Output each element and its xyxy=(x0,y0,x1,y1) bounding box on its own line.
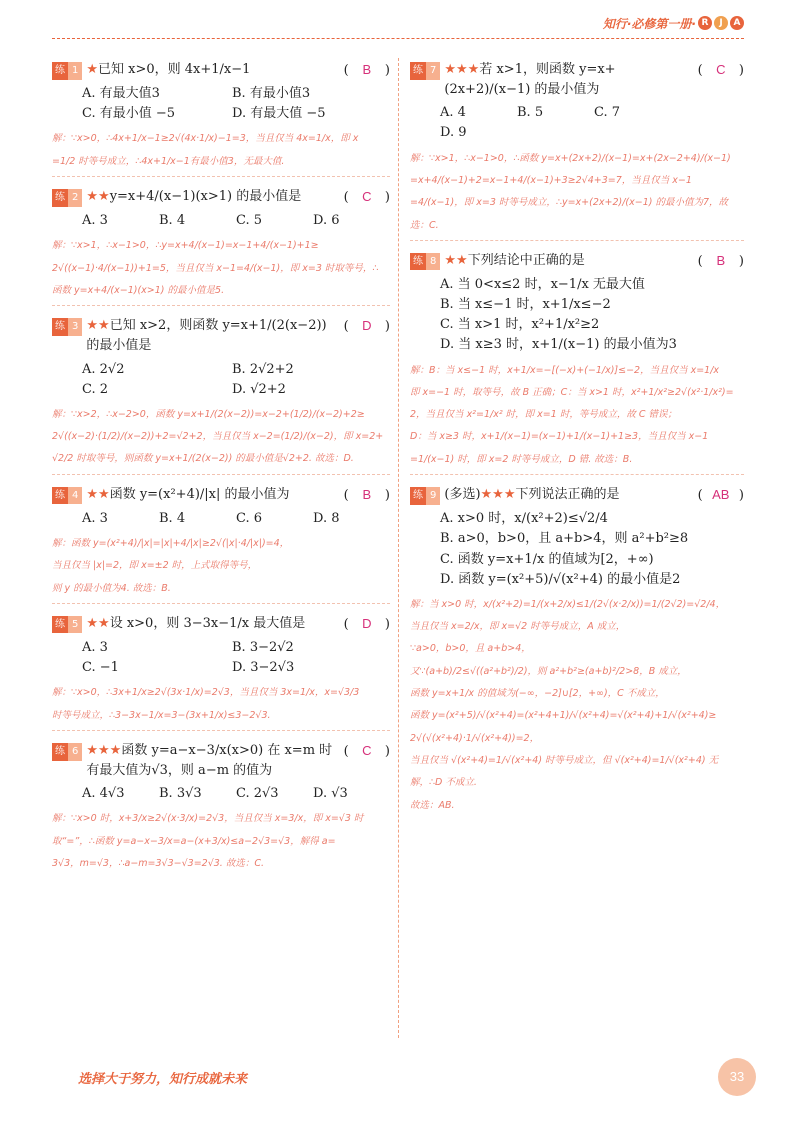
question-body: 已知 x>2，则函数 y=x+1/(2(x−2)) 的最小值是 xyxy=(86,318,327,354)
question-body: 下列说法正确的是 xyxy=(515,487,620,503)
answer-value: C xyxy=(716,62,726,77)
badge-a: A xyxy=(730,16,744,30)
tag-label: 练 xyxy=(52,487,68,505)
exercise-7 xyxy=(410,60,744,241)
option: A. 3 xyxy=(82,510,108,526)
answer-value: C xyxy=(362,189,372,205)
solution-line: 解：∵x>1，∴x−1>0，∴y=x+4/(x−1)=x−1+4/(x−1)+1≥ xyxy=(52,240,319,252)
option: A. 有最大值3 xyxy=(82,86,160,102)
answer-bracket: ( C ) xyxy=(344,187,390,208)
exercise-2 xyxy=(52,187,390,306)
answer-bracket: ( B ) xyxy=(344,485,390,506)
solution-line: 2，当且仅当 x²=1/x² 时，即 x=1 时，等号成立，故 C 错误； xyxy=(410,409,677,421)
solution-line: 2√(√(x²+4)·1/√(x²+4))=2， xyxy=(410,732,540,744)
solution xyxy=(410,148,744,241)
tag-label: 练 xyxy=(52,189,68,207)
solution xyxy=(410,594,744,820)
question-row xyxy=(52,741,390,781)
solution xyxy=(52,404,390,475)
footer-motto: 选择大于努力，知行成就未来 xyxy=(78,1072,248,1087)
option: D. √2+2 xyxy=(232,381,286,397)
solution-line: 解：∵x>0 时，x+3/x≥2√(x·3/x)=2√3，当且仅当 x=3/x，即 x=√3 时 xyxy=(52,813,364,825)
difficulty-stars: ★★★ xyxy=(480,487,516,503)
options xyxy=(440,275,744,356)
question-row xyxy=(52,485,390,506)
exercise-3 xyxy=(52,316,390,475)
question-prefix: (多选) xyxy=(444,487,481,503)
difficulty-stars: ★ xyxy=(86,62,99,77)
option: C. 当 x>1 时，x²+1/x²≥2 xyxy=(440,317,600,333)
question-body: 设 x>0，则 3−3x−1/x 最大值是 xyxy=(109,615,306,631)
tag-number: 7 xyxy=(426,62,440,80)
tag-label: 练 xyxy=(52,62,68,80)
solution xyxy=(52,533,390,604)
tag-number: 5 xyxy=(68,616,82,634)
difficulty-stars: ★★ xyxy=(86,615,110,631)
solution-line: 当且仅当 |x|=2，即 x=±2 时，上式取得等号， xyxy=(52,560,258,572)
tag-label: 练 xyxy=(410,487,426,505)
option: A. x>0 时，x/(x²+2)≤√2/4 xyxy=(440,511,608,527)
tag-number: 4 xyxy=(68,487,82,505)
exercise-tag xyxy=(410,253,440,271)
question-body: 函数 y=a−x−3/x(x>0) 在 x=m 时有最大值为√3，则 a−m 的值为 xyxy=(86,743,333,779)
solution-line: 又∵(a+b)/2≤√((a²+b²)/2)，则 a²+b²≥(a+b)²/2>8，B 成立， xyxy=(410,665,687,677)
exercise-5 xyxy=(52,614,390,731)
answer-value: B xyxy=(716,252,726,268)
solution-line: 当且仅当 x=2/x，即 x=√2 时等号成立，A 成立， xyxy=(410,621,626,633)
solution-line: 解：当 x>0 时，x/(x²+2)=1/(x+2/x)≤1/(2√(x·2/x))=1/(2√2)=√2/4， xyxy=(410,598,726,610)
solution-line: 解：∵x>1，∴x−1>0，∴函数 y=x+(2x+2)/(x−1)=x+(2x−2+4)/(x−1) xyxy=(410,152,731,164)
solution-line: 取“=”，∴函数 y=a−x−3/x=a−(x+3/x)≤a−2√3=√3，解得 a= xyxy=(52,835,336,847)
answer-bracket: ( B ) xyxy=(698,251,744,272)
answer-value: B xyxy=(362,486,372,502)
answer-bracket: ( AB ) xyxy=(698,485,744,506)
solution-line: ∵a>0，b>0，且 a+b>4， xyxy=(410,643,531,655)
badge-j: J xyxy=(714,16,728,30)
solution-line: 当且仅当 √(x²+4)=1/√(x²+4) 时等号成立，但 √(x²+4)=1/√(x²+4) 无 xyxy=(410,754,719,766)
option: C. 6 xyxy=(236,510,263,526)
option: B. 2√2+2 xyxy=(232,361,294,377)
solution-line: 即 x=−1 时，取等号，故 B 正确；C：当 x>1 时，x²+1/x²≥2√(x²·1/x²)= xyxy=(410,386,734,398)
options xyxy=(82,784,390,804)
solution-line: 解：∵x>2，∴x−2>0，函数 y=x+1/(2(x−2))=x−2+(1/2)/(x−2)+2≥ xyxy=(52,408,365,420)
option: B. 5 xyxy=(517,105,544,121)
option: D. 3−2√3 xyxy=(232,660,295,676)
exercise-tag xyxy=(52,487,82,505)
option: B. 4 xyxy=(159,213,186,229)
solution-line: 函数 y=x+1/x 的值域为(−∞，−2]∪[2，+∞)，C 不成立， xyxy=(410,688,665,700)
tag-label: 练 xyxy=(52,743,68,761)
answer-bracket: ( C ) xyxy=(698,60,744,81)
option: B. a>0，b>0，且 a+b>4，则 a²+b²≥8 xyxy=(440,531,689,547)
question-text xyxy=(86,741,335,781)
options xyxy=(82,509,390,529)
option: A. 当 0<x≤2 时，x−1/x 无最大值 xyxy=(440,276,645,292)
option: C. 5 xyxy=(236,213,263,229)
options xyxy=(440,509,744,590)
option: D. 当 x≥3 时，x+1/(x−1) 的最小值为3 xyxy=(440,337,677,353)
question-body: y=x+4/(x−1)(x>1) 的最小值是 xyxy=(109,189,302,205)
question-row xyxy=(52,60,390,81)
option: A. 4√3 xyxy=(82,786,125,802)
solution-line: 解：函数 y=(x²+4)/|x|=|x|+4/|x|≥2√(|x|·4/|x|)=4， xyxy=(52,538,290,550)
solution-line: =1/2 时等号成立，∴4x+1/x−1有最小值3，无最大值. xyxy=(52,155,285,167)
option: B. 3√3 xyxy=(159,786,202,802)
question-text xyxy=(86,187,335,207)
options xyxy=(440,103,744,143)
exercise-6 xyxy=(52,741,390,878)
answer-bracket: ( B ) xyxy=(344,60,390,81)
exercise-tag xyxy=(52,189,82,207)
options xyxy=(82,84,390,124)
solution-line: √2/2 时取等号，则函数 y=x+1/(2(x−2)) 的最小值是√2+2. 故选：D. xyxy=(52,453,354,465)
answer-value: AB xyxy=(712,487,730,503)
tag-number: 1 xyxy=(68,62,82,80)
option: B. 当 x≤−1 时，x+1/x≤−2 xyxy=(440,297,611,313)
column-divider xyxy=(398,58,399,1038)
answer-bracket: ( C ) xyxy=(344,741,390,762)
question-text xyxy=(86,316,335,356)
question-text xyxy=(86,614,335,634)
difficulty-stars: ★★ xyxy=(86,318,110,334)
option: C. 2√3 xyxy=(236,786,279,802)
page-header xyxy=(603,6,744,40)
exercise-tag xyxy=(410,487,440,505)
question-row xyxy=(410,60,744,100)
difficulty-stars: ★★ xyxy=(86,189,110,205)
tag-label: 练 xyxy=(52,318,68,336)
tag-number: 9 xyxy=(426,487,440,505)
tag-number: 8 xyxy=(426,253,440,271)
exercise-9 xyxy=(410,485,744,820)
solution xyxy=(52,682,390,731)
option: A. 4 xyxy=(440,105,466,121)
question-row xyxy=(410,485,744,506)
solution-line: 时等号成立，∴3−3x−1/x=3−(3x+1/x)≤3−2√3. xyxy=(52,709,271,721)
exercise-tag xyxy=(52,318,82,336)
tag-label: 练 xyxy=(52,616,68,634)
header-divider xyxy=(52,38,744,39)
solution-line: 2√((x−2)·(1/2)/(x−2))+2=√2+2，当且仅当 x−2=(1/2)/(x−2)，即 x=2+ xyxy=(52,431,384,443)
difficulty-stars: ★★ xyxy=(86,486,110,502)
solution-line: 函数 y=x+4/(x−1)(x>1) 的最小值是5. xyxy=(52,284,225,296)
option: B. 有最小值3 xyxy=(232,86,311,102)
option: D. 有最大值 −5 xyxy=(232,106,326,122)
solution-line: 函数 y=(x²+5)/√(x²+4)=(x²+4+1)/√(x²+4)=√(x²+4)+1/√(x²+4)≥ xyxy=(410,710,717,722)
option: D. 函数 y=(x²+5)/√(x²+4) 的最小值是2 xyxy=(440,571,681,587)
answer-bracket: ( D ) xyxy=(344,614,390,635)
solution xyxy=(52,808,390,878)
options xyxy=(82,638,390,678)
solution xyxy=(52,235,390,306)
option: C. 2 xyxy=(82,381,109,397)
options xyxy=(82,360,390,400)
solution-line: 2√((x−1)·4/(x−1))+1=5，当且仅当 x−1=4/(x−1)，即 x=3 时取等号，∴ xyxy=(52,262,379,274)
option: A. 3 xyxy=(82,640,108,656)
question-text xyxy=(444,251,689,271)
option: C. 7 xyxy=(594,105,621,121)
right-column xyxy=(410,60,744,830)
option: B. 3−2√2 xyxy=(232,640,294,656)
question-row xyxy=(410,251,744,272)
option: C. 有最小值 −5 xyxy=(82,106,176,122)
question-body: 若 x>1，则函数 y=x+(2x+2)/(x−1) 的最小值为 xyxy=(444,62,616,98)
solution-line: 解，∴D 不成立. xyxy=(410,777,477,789)
solution xyxy=(52,128,390,177)
solution-line: 则 y 的最小值为4. 故选：B. xyxy=(52,582,171,594)
exercise-tag xyxy=(410,62,440,80)
option: B. 4 xyxy=(159,510,186,526)
question-row xyxy=(52,187,390,208)
option: D. √3 xyxy=(313,786,348,802)
solution-line: =4/(x−1)，即 x=3 时等号成立，∴y=x+(2x+2)/(x−1) 的最小值为7，故选：C. xyxy=(410,197,729,231)
answer-value: D xyxy=(362,318,372,334)
tag-number: 6 xyxy=(68,743,82,761)
exercise-1 xyxy=(52,60,390,177)
answer-value: D xyxy=(362,615,372,631)
question-row xyxy=(52,316,390,356)
solution-line: =1/(x−1) 时，即 x=2 时等号成立，D 错. 故选：B. xyxy=(410,453,633,465)
exercise-4 xyxy=(52,485,390,604)
tag-label: 练 xyxy=(410,62,426,80)
question-text xyxy=(86,60,335,80)
question-text xyxy=(444,485,689,505)
solution-line: D：当 x≥3 时，x+1/(x−1)=(x−1)+1/(x−1)+1≥3，当且仅当 x−1 xyxy=(410,431,709,443)
question-body: 函数 y=(x²+4)/|x| 的最小值为 xyxy=(109,486,290,502)
question-text xyxy=(444,60,689,100)
question-text xyxy=(86,485,335,505)
solution-line: 解：∵x>0，∴4x+1/x−1≥2√(4x·1/x)−1=3，当且仅当 4x=1/x，即 x xyxy=(52,133,359,145)
badge-r: R xyxy=(698,16,712,30)
solution-line: 解：B：当 x≤−1 时，x+1/x=−[(−x)+(−1/x)]≤−2，当且仅当 x=1/x xyxy=(410,364,720,376)
solution xyxy=(410,360,744,476)
option: C. −1 xyxy=(82,660,119,676)
solution-line: 故选：AB. xyxy=(410,799,455,811)
option: D. 6 xyxy=(313,213,340,229)
answer-bracket: ( D ) xyxy=(344,316,390,337)
difficulty-stars: ★★★ xyxy=(444,62,480,77)
question-body: 已知 x>0，则 4x+1/x−1 xyxy=(98,62,251,77)
difficulty-stars: ★★★ xyxy=(86,743,122,759)
solution-line: 解：∵x>0，∴3x+1/x≥2√(3x·1/x)=2√3，当且仅当 3x=1/x，x=√3/3 xyxy=(52,687,360,699)
solution-line: =x+4/(x−1)+2=x−1+4/(x−1)+3≥2√4+3=7，当且仅当 x−1 xyxy=(410,174,692,186)
question-row xyxy=(52,614,390,635)
exercise-8 xyxy=(410,251,744,475)
option: D. 8 xyxy=(313,510,340,526)
question-body: 下列结论中正确的是 xyxy=(467,252,585,268)
solution-line: 3√3，m=√3，∴a−m=3√3−√3=2√3. 故选：C. xyxy=(52,858,264,870)
options xyxy=(82,211,390,231)
exercise-tag xyxy=(52,616,82,634)
option: D. 9 xyxy=(440,125,467,141)
option: A. 2√2 xyxy=(82,361,125,377)
tag-number: 3 xyxy=(68,318,82,336)
exercise-tag xyxy=(52,62,82,80)
header-title: 知行·必修第一册· xyxy=(602,16,696,31)
left-column xyxy=(52,60,390,888)
tag-number: 2 xyxy=(68,189,82,207)
answer-value: C xyxy=(362,743,372,759)
option: C. 函数 y=x+1/x 的值域为[2，+∞) xyxy=(440,551,654,567)
difficulty-stars: ★★ xyxy=(444,252,468,268)
exercise-tag xyxy=(52,743,82,761)
option: A. 3 xyxy=(82,213,108,229)
page-number: 33 xyxy=(718,1058,756,1096)
answer-value: B xyxy=(362,62,372,77)
tag-label: 练 xyxy=(410,253,426,271)
